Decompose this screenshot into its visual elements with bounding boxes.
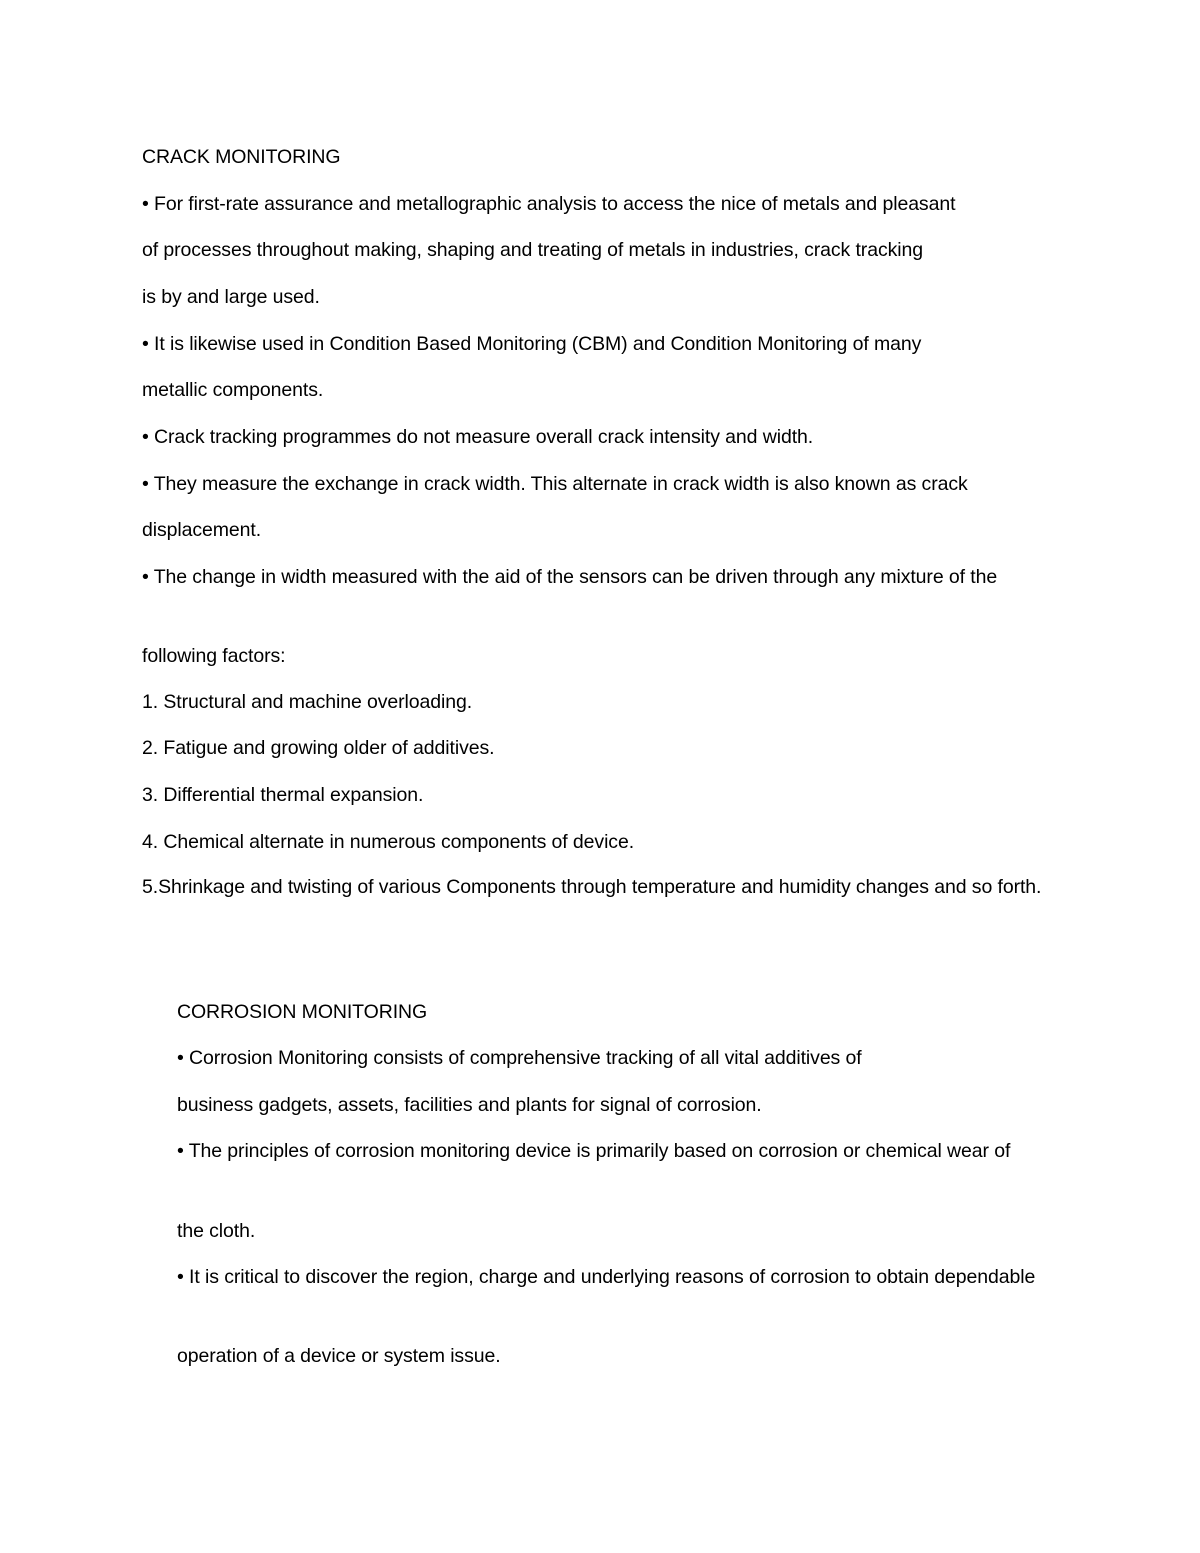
crack-line-2: of processes throughout making, shaping and treating of metals in industries, crack tracking [142,239,923,261]
crack-line-3: is by and large used. [142,286,320,308]
corrosion-line-2: business gadgets, assets, facilities and plants for signal of corrosion. [177,1094,762,1116]
corrosion-line-6: operation of a device or system issue. [177,1345,501,1367]
crack-line-15: 5.Shrinkage and twisting of various Components through temperature and humidity changes and so forth. [142,876,1042,898]
crack-line-10: following factors: [142,645,286,667]
crack-line-14: 4. Chemical alternate in numerous components of device. [142,831,635,853]
crack-heading: CRACK MONITORING [142,146,341,168]
crack-line-4: • It is likewise used in Condition Based Monitoring (CBM) and Condition Monitoring of many [142,333,922,355]
crack-line-12: 2. Fatigue and growing older of additives. [142,737,495,759]
corrosion-line-5: • It is critical to discover the region, charge and underlying reasons of corrosion to obtain dependable [177,1266,1036,1288]
corrosion-line-3: • The principles of corrosion monitoring device is primarily based on corrosion or chemical wear of [177,1140,1011,1162]
crack-line-8: displacement. [142,519,262,541]
corrosion-line-4: the cloth. [177,1220,256,1242]
crack-line-6: • Crack tracking programmes do not measure overall crack intensity and width. [142,426,814,448]
crack-line-11: 1. Structural and machine overloading. [142,691,473,713]
crack-line-9: • The change in width measured with the aid of the sensors can be driven through any mixture of the [142,566,998,588]
corrosion-heading: CORROSION MONITORING [177,1001,428,1023]
corrosion-line-1: • Corrosion Monitoring consists of comprehensive tracking of all vital additives of [177,1047,862,1069]
crack-line-7: • They measure the exchange in crack width. This alternate in crack width is also known as crack [142,473,968,495]
crack-line-5: metallic components. [142,379,324,401]
crack-line-13: 3. Differential thermal expansion. [142,784,424,806]
crack-line-1: • For first-rate assurance and metallographic analysis to access the nice of metals and pleasant [142,193,956,215]
